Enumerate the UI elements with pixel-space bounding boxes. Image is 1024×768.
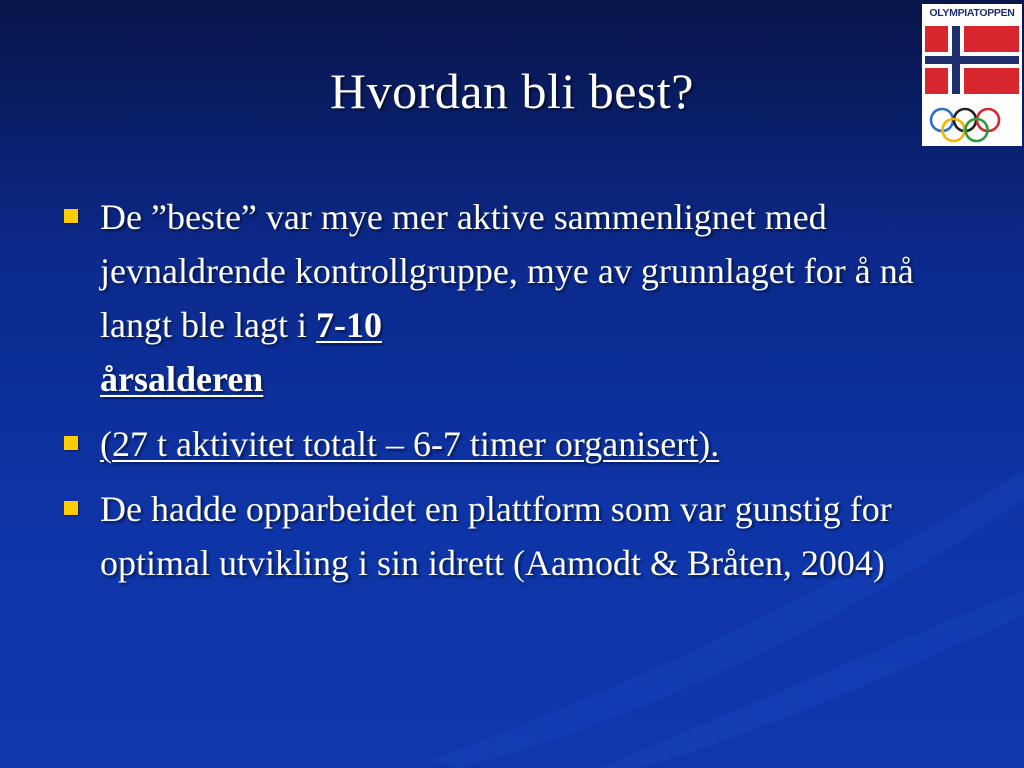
olympiatoppen-logo: [922, 4, 1022, 146]
bullet-item-1: [60, 190, 980, 406]
bullet-2-text: (27 t aktivitet totalt – 6-7 timer organisert).: [100, 424, 720, 464]
slide-title: Hvordan bli best?: [330, 63, 694, 119]
logo-graphic: [922, 4, 1022, 146]
square-bullet-icon: [64, 209, 78, 223]
bullet-1-text: De ”beste” var mye mer aktive sammenlignet med jevnaldrende kontrollgruppe, mye av grunnlaget for å nå langt ble lagt i: [100, 197, 914, 345]
square-bullet-icon: [64, 501, 78, 515]
bullet-item-2: [60, 417, 980, 471]
bullet-1-emphasis-age: 7-10: [315, 305, 382, 345]
logo-text: OLYMPIATOPPEN: [929, 7, 1015, 19]
bullet-3-text: De hadde opparbeidet en plattform som var gunstig for optimal utvikling i sin idrett (Aamodt & Bråten, 2004): [100, 489, 892, 583]
bullet-item-3: [60, 482, 980, 590]
square-bullet-icon: [64, 436, 78, 450]
bullet-1-emphasis-word: årsalderen: [100, 359, 264, 399]
bullet-list: [60, 190, 980, 601]
